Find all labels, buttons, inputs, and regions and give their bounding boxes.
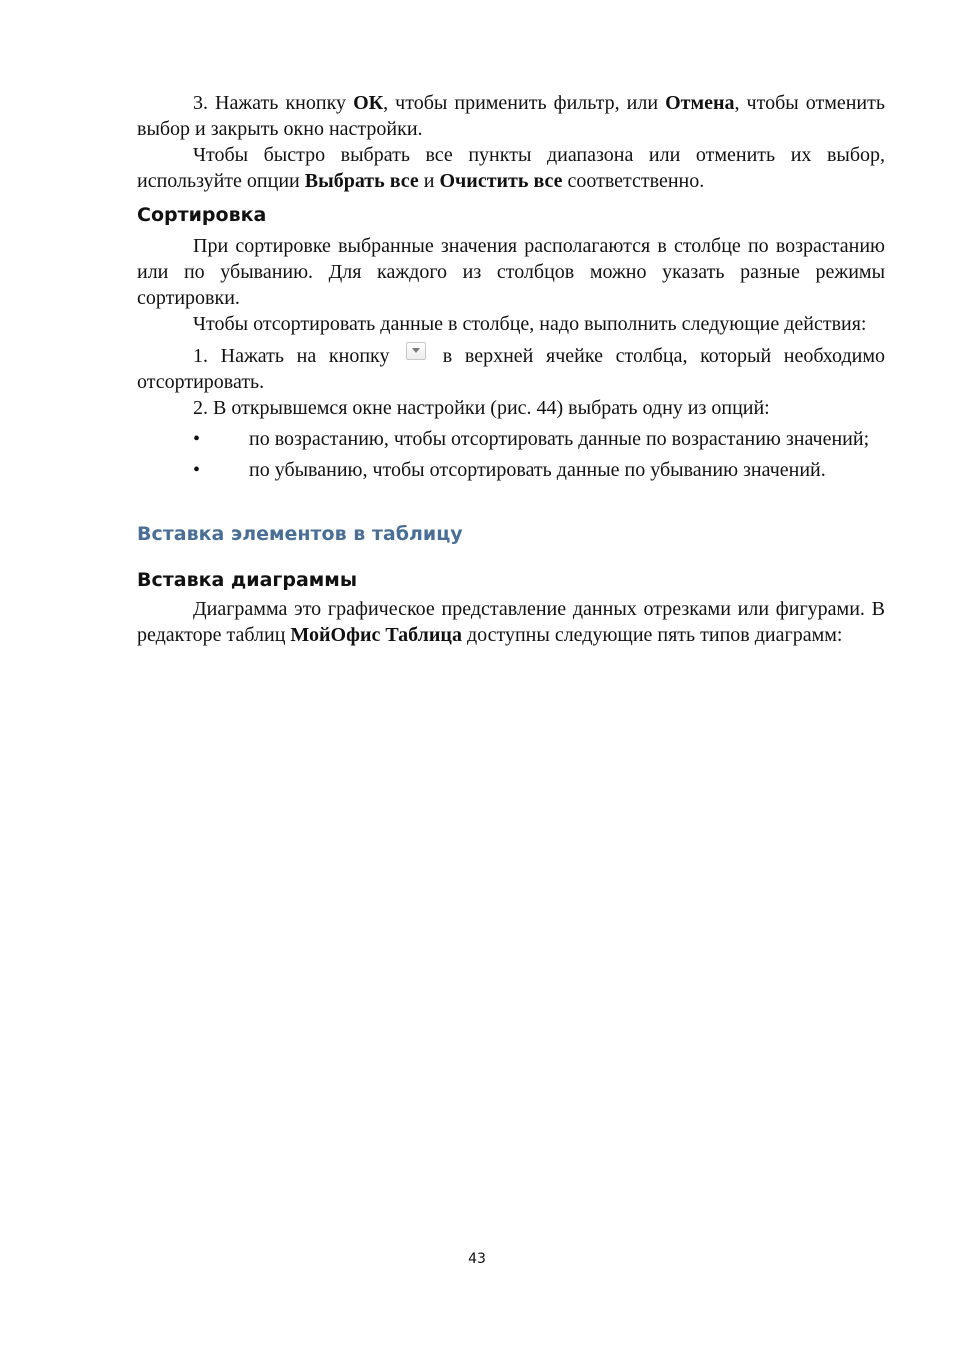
- text-run: 1. Нажать на кнопку: [193, 345, 403, 367]
- paragraph-chart-intro: [137, 596, 885, 648]
- cancel-term: Отмена: [665, 92, 735, 114]
- select-all-term: Выбрать все: [304, 170, 419, 192]
- product-name: МойОфис Таблица: [290, 624, 462, 646]
- text-run: и: [418, 170, 440, 192]
- page-content: [137, 90, 885, 648]
- dropdown-button-icon: [406, 342, 426, 360]
- text-run: соответственно.: [562, 170, 705, 192]
- text-run: , чтобы отменить выбор и закрыть окно настройки.: [137, 92, 885, 140]
- text-run: , чтобы применить фильтр, или: [383, 92, 666, 114]
- text-run: доступны следующие пять типов диаграмм:: [461, 624, 843, 646]
- clear-all-term: Очистить все: [439, 170, 563, 192]
- paragraph-step-2: 2. В открывшемся окне настройки (рис. 44) выбрать одну из опций:: [193, 397, 770, 419]
- paragraph-apply-filter: [137, 90, 885, 142]
- text-run: в верхней ячейке столбца, который необходимо отсортировать.: [137, 345, 885, 393]
- ok-term: ОК: [353, 92, 384, 114]
- list-item-text: по убыванию, чтобы отсортировать данные по убыванию значений.: [249, 459, 826, 481]
- subsection-heading-chart: Вставка диаграммы: [137, 569, 358, 591]
- page-number: 43: [468, 1251, 486, 1267]
- sorting-heading: Сортировка: [137, 204, 267, 226]
- paragraph-select-all: [137, 142, 885, 194]
- text-run: Чтобы быстро выбрать все пункты диапазона или отменить их выбор, используйте опции: [137, 144, 885, 192]
- bullet-icon: •: [193, 459, 201, 481]
- list-item: [137, 457, 885, 483]
- triangle-down-icon: [412, 348, 420, 353]
- bullet-icon: •: [193, 428, 201, 450]
- list-item: [137, 426, 885, 452]
- list-item-text: по возрастанию, чтобы отсортировать данные по возрастанию значений;: [249, 428, 870, 450]
- paragraph-step-1: [137, 342, 885, 395]
- text-run: Диаграмма это графическое представление данных отрезками или фигурами. В редакторе таблиц: [137, 598, 885, 646]
- section-heading-insert: Вставка элементов в таблицу: [137, 523, 463, 545]
- paragraph-sorting-steps-intro: Чтобы отсортировать данные в столбце, надо выполнить следующие действия:: [193, 313, 867, 335]
- text-run: 3. Нажать кнопку: [193, 92, 354, 114]
- paragraph-sorting-intro: При сортировке выбранные значения располагаются в столбце по возрастанию или по убыванию. Для каждого из столбцов можно указать разные режимы сортировки.: [137, 235, 885, 309]
